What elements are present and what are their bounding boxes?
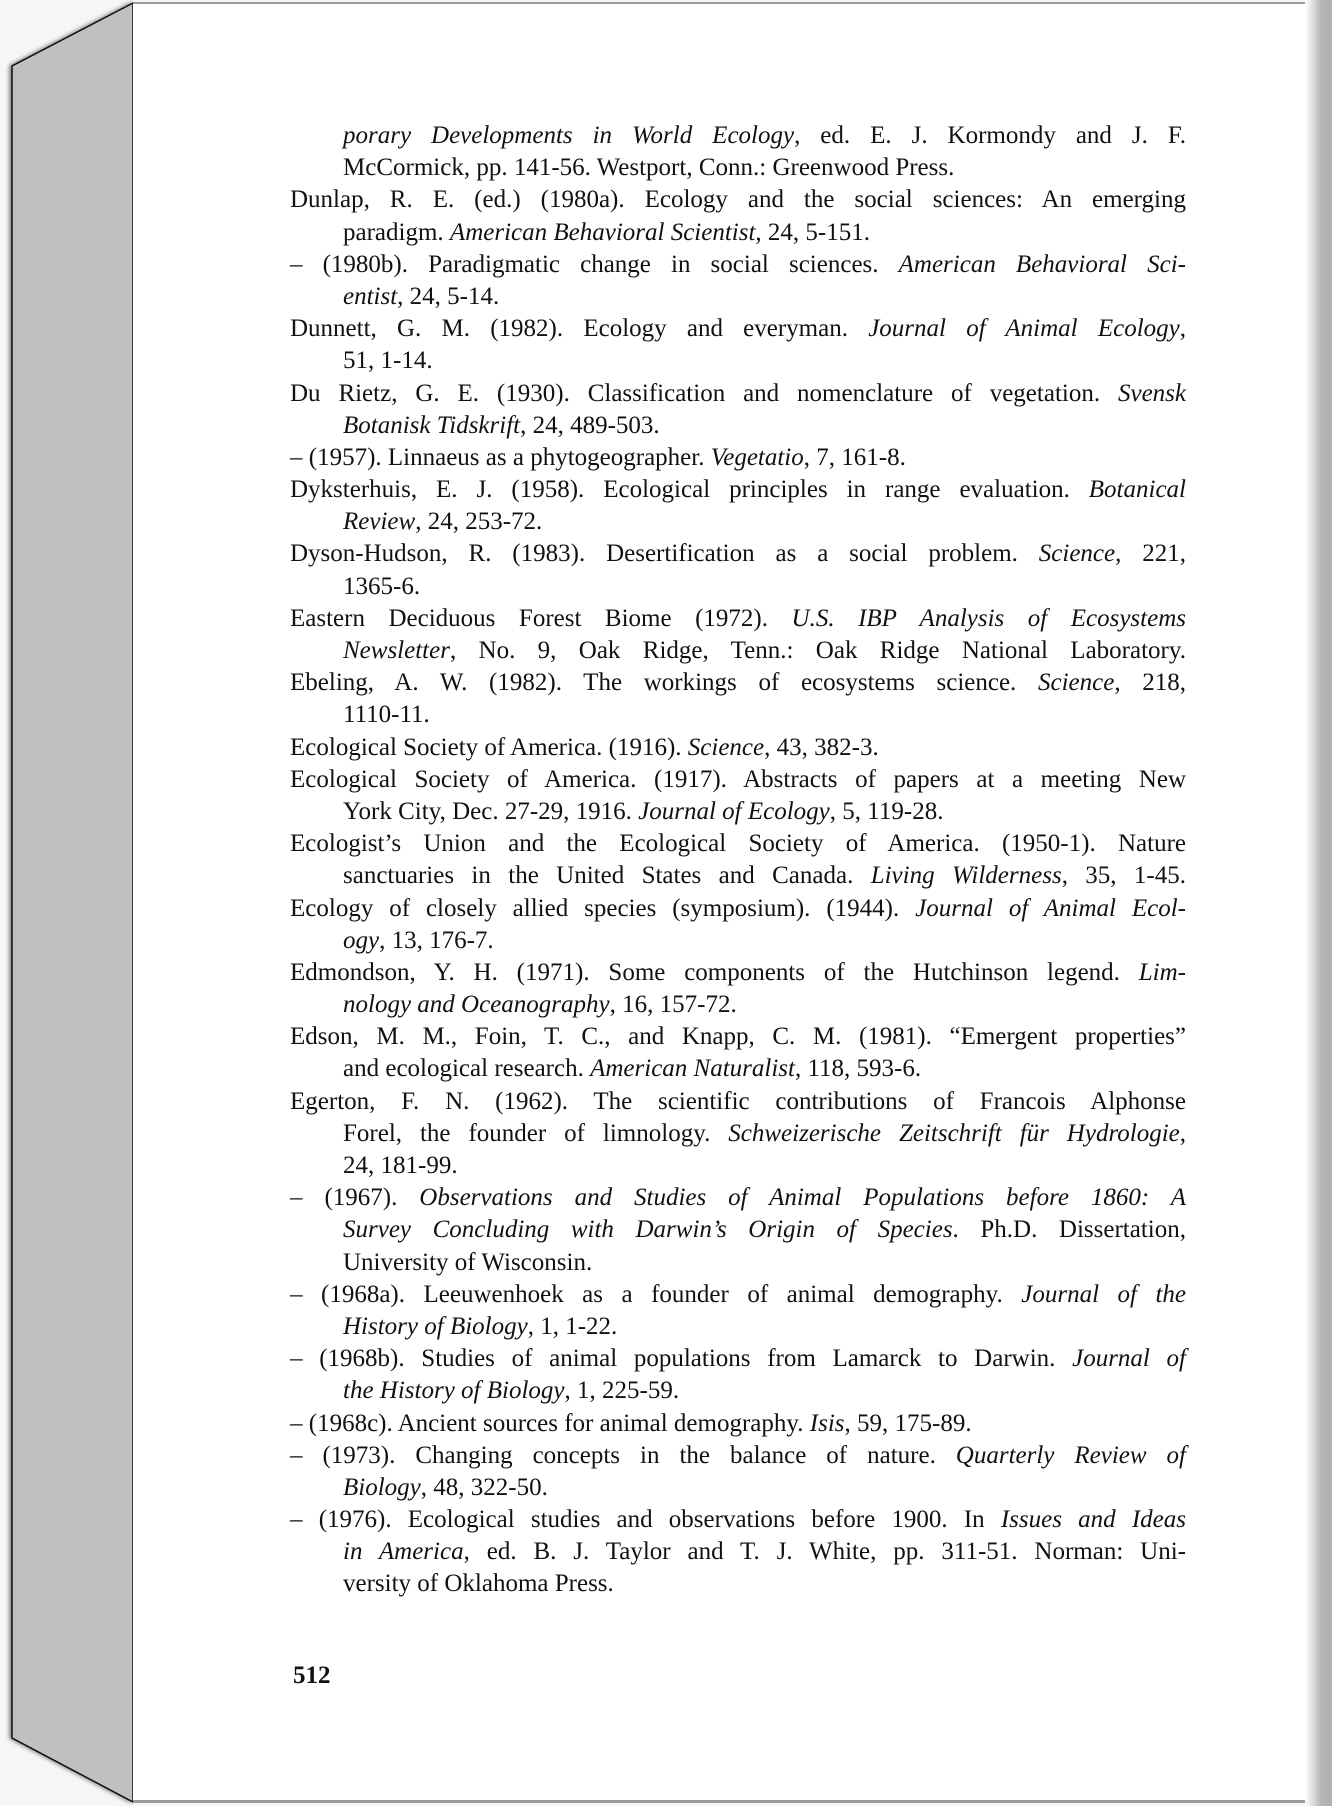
italic-title-text: Journal of Ecology [638,797,830,825]
reference-text: Edmondson, Y. H. (1971). Some components of the Hutchinson legend. [290,958,1139,986]
reference-text: . Ph.D. Dissertation, [952,1216,1186,1244]
reference-line [290,1375,1186,1407]
italic-title-text: Quarterly Review of [955,1441,1186,1469]
reference-line [290,1408,1186,1440]
reference-line [290,893,1186,925]
italic-title-text: nology and Oceanography [343,991,610,1019]
reference-line [290,1440,1186,1472]
reference-text: York City, Dec. 27-29, 1916. [343,797,639,825]
reference-line [290,217,1186,249]
reference-line [290,345,1186,377]
reference-text: – (1973). Changing concepts in the balance of nature. [290,1441,956,1469]
reference-text: paradigm. [343,218,450,246]
reference-text: , 221, [1115,540,1187,568]
reference-line [290,1536,1186,1568]
reference-text: versity of Oklahoma Press. [343,1570,614,1598]
reference-line [290,603,1186,635]
reference-line [290,1247,1186,1279]
italic-title-text: the History of Biology [343,1377,565,1405]
reference-line [290,1150,1186,1182]
reference-line [290,1086,1186,1118]
reference-text: , 35, 1-45. [1061,862,1187,890]
reference-line [290,1214,1186,1246]
italic-title-text: in America [343,1538,464,1566]
reference-text: 51, 1-14. [343,347,433,375]
italic-title-text: Newsletter [343,637,450,664]
reference-line [290,925,1186,957]
reference-text: , ed. E. J. Kormondy and J. F. [794,122,1186,149]
reference-text: , 24, 489-503. [520,411,660,439]
reference-text: Egerton, F. N. (1962). The scientific contributions of Francois Alphonse [290,1087,1186,1115]
reference-line [290,860,1186,892]
italic-title-text: American Behavioral Scientist [449,218,756,246]
reference-text: , 59, 175-89. [844,1409,972,1437]
italic-title-text: Lim- [1138,958,1186,986]
italic-title-text: Svensk [1117,379,1186,407]
reference-text: , 24, 253-72. [415,508,543,536]
reference-text: , 24, 5-151. [755,218,870,246]
reference-line [290,474,1186,506]
reference-line [290,506,1186,538]
italic-title-text: Review [343,508,416,536]
reference-line [290,699,1186,731]
reference-line [290,1021,1186,1053]
reference-text: , 16, 157-72. [609,991,737,1019]
italic-title-text: Botanical [1088,476,1186,504]
reference-text: Ecological Society of America. (1916). [290,733,688,761]
italic-title-text: Botanisk Tidskrift [343,411,521,439]
reference-line [290,571,1186,603]
reference-line [290,281,1186,313]
reference-text: , 5, 119-28. [829,797,944,825]
italic-title-text: Biology [343,1473,421,1501]
reference-line [290,184,1186,216]
reference-text: Ebeling, A. W. (1982). The workings of ecosystems science. [290,669,1038,697]
italic-title-text: Journal of [1072,1345,1187,1373]
reference-line [290,1279,1186,1311]
reference-text: , [1179,315,1186,343]
reference-line [290,732,1186,764]
reference-line [290,1311,1186,1343]
italic-title-text: Observations and Studies of Animal Populations before 1860: A [419,1184,1186,1212]
reference-text: , No. 9, Oak Ridge, Tenn.: Oak Ridge National Laboratory. [449,637,1186,664]
reference-text: Du Rietz, G. E. (1930). Classification and nomenclature of vegetation. [290,379,1118,407]
reference-text: – (1980b). Paradigmatic change in social sciences. [290,250,899,278]
reference-text: Eastern Deciduous Forest Biome (1972). [290,604,792,632]
reference-text: Forel, the founder of limnology. [343,1119,729,1147]
reference-text: Ecological Society of America. (1917). Abstracts of papers at a meeting New [290,765,1186,793]
italic-title-text: Science [1037,669,1115,697]
reference-line [290,152,1186,184]
reference-line [290,410,1186,442]
reference-line [290,1182,1186,1214]
reference-text: – (1968c). Ancient sources for animal demography. [290,1409,810,1437]
italic-title-text: Isis [809,1409,845,1437]
page-edge-shadow [1305,0,1332,1806]
italic-title-text: Science [1038,540,1116,568]
reference-text: , 1, 225-59. [564,1377,680,1405]
italic-title-text: Science [687,733,765,761]
reference-text: Dunnett, G. M. (1982). Ecology and everyman. [290,315,869,343]
italic-title-text: porary Developments in World Ecology [343,122,795,149]
reference-text: , 7, 161-8. [803,443,906,471]
reference-text: , ed. B. J. Taylor and T. J. White, pp. 311-51. Norman: Uni- [463,1538,1187,1566]
reference-line [290,442,1186,474]
reference-line [290,538,1186,570]
book-spine-edge [12,3,133,1802]
reference-text: , 118, 593-6. [794,1055,922,1083]
italic-title-text: Survey Concluding with Darwin’s Origin of Species [343,1216,953,1244]
reference-text: , 218, [1114,669,1187,697]
reference-text: 24, 181-99. [343,1152,458,1179]
italic-title-text: American Naturalist [590,1055,795,1083]
reference-line [290,989,1186,1021]
reference-line [290,1568,1186,1600]
italic-title-text: U.S. IBP Analysis of Ecosystems [791,604,1186,632]
reference-text: Edson, M. M., Foin, T. C., and Knapp, C. M. (1981). “Emergent properties” [290,1023,1186,1051]
reference-text: 1365-6. [343,572,421,600]
reference-text: , 48, 322-50. [420,1473,548,1501]
reference-text: Ecology of closely allied species (symposium). (1944). [290,894,916,922]
italic-title-text: History of Biology [343,1312,528,1340]
reference-line [290,667,1186,699]
reference-text: Ecologist’s Union and the Ecological Society of America. (1950-1). Nature [290,830,1186,858]
italic-title-text: ogy [343,926,380,954]
reference-line [290,1504,1186,1536]
italic-title-text: American Behavioral Sci- [898,250,1186,278]
reference-text: sanctuaries in the United States and Canada. [343,862,871,890]
reference-text: , 1, 1-22. [527,1312,618,1340]
italic-title-text: entist [343,282,398,310]
italic-title-text: Living Wilderness [870,862,1062,890]
reference-line [290,249,1186,281]
reference-text: Dyksterhuis, E. J. (1958). Ecological principles in range evaluation. [290,476,1089,504]
reference-text: – (1957). Linnaeus as a phytogeographer. [290,443,711,471]
reference-line [290,120,1186,152]
reference-line [290,635,1186,667]
reference-line [290,796,1186,828]
reference-text: – (1967). [290,1184,420,1212]
reference-line [290,764,1186,796]
reference-list [290,120,1186,1601]
page-number: 512 [293,1662,331,1689]
italic-title-text: Vegetatio [710,443,804,471]
reference-text: McCormick, pp. 141-56. Westport, Conn.: Greenwood Press. [343,154,955,182]
reference-text: Dunlap, R. E. (ed.) (1980a). Ecology and the social sciences: An emerging [290,186,1186,214]
reference-text: , 24, 5-14. [397,282,500,310]
reference-line [290,957,1186,989]
reference-line [290,828,1186,860]
reference-line [290,1118,1186,1150]
reference-line [290,1053,1186,1085]
reference-line [290,1343,1186,1375]
reference-line [290,313,1186,345]
italic-title-text: Journal of the [1021,1280,1186,1308]
reference-text: – (1968a). Leeuwenhoek as a founder of animal demography. [290,1280,1022,1308]
italic-title-text: Journal of Animal Ecology [868,315,1180,343]
reference-text: , 43, 382-3. [764,733,879,761]
reference-text: , 13, 176-7. [379,926,494,954]
reference-text: 1110-11. [343,701,430,729]
reference-text: and ecological research. [343,1055,591,1083]
reference-text: Dyson-Hudson, R. (1983). Desertification as a social problem. [290,540,1039,568]
reference-text: University of Wisconsin. [343,1248,593,1276]
italic-title-text: Schweizerische Zeitschrift für Hydrologie [728,1119,1180,1147]
reference-line [290,1472,1186,1504]
reference-text: – (1968b). Studies of animal populations from Lamarck to Darwin. [290,1345,1073,1373]
italic-title-text: Issues and Ideas [1000,1506,1187,1534]
reference-text: – (1976). Ecological studies and observations before 1900. In [290,1506,1001,1534]
reference-text: , [1179,1119,1186,1147]
reference-line [290,378,1186,410]
italic-title-text: Journal of Animal Ecol- [915,894,1186,922]
